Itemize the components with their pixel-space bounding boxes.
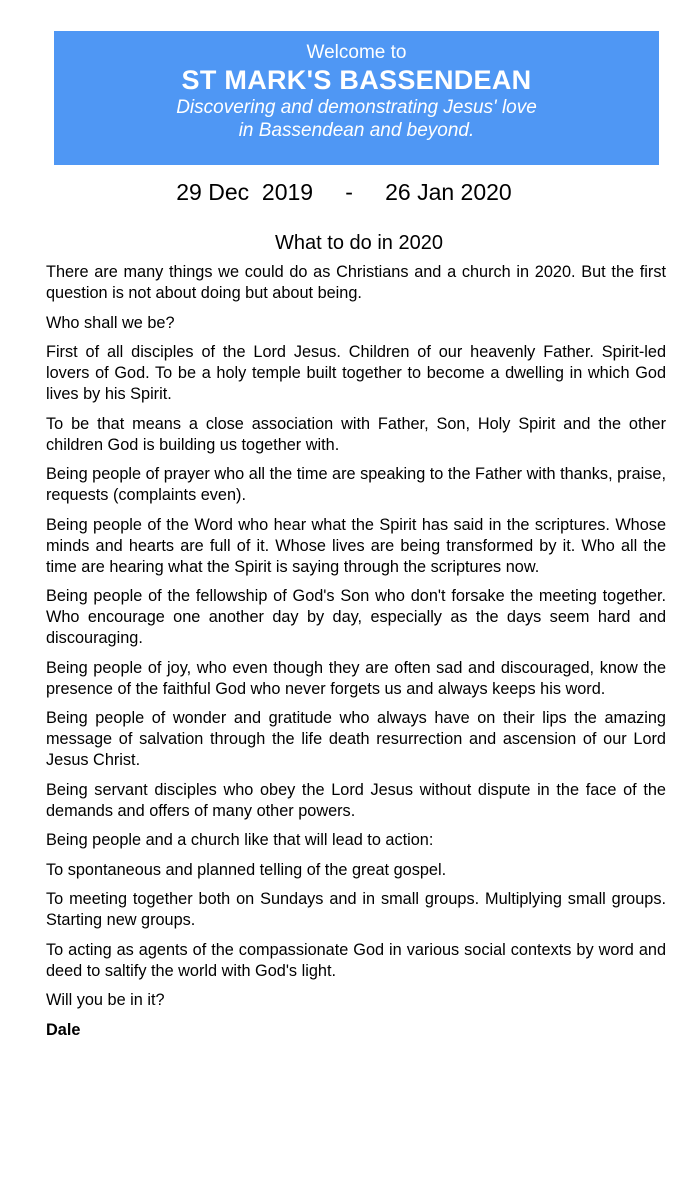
article-title: What to do in 2020: [275, 232, 443, 254]
article-paragraph: To meeting together both on Sundays and in small groups. Multiplying small groups. Starting new groups.: [46, 890, 666, 929]
article-paragraph: To acting as agents of the compassionate God in various social contexts by word and deed to saltify the world with God's light.: [46, 940, 666, 980]
article-paragraph: Being people of the Word who hear what the Spirit has said in the scriptures. Whose minds and hearts are full of it. Whose lives are being transformed by it. Who all the time are hearing what the Spirit is saying through the scriptures now.: [46, 515, 666, 576]
article-paragraph: Who shall we be?: [46, 313, 175, 332]
date-separator: -: [345, 179, 353, 205]
article-paragraph: There are many things we could do as Christians and a church in 2020. But the first question is not about doing but about being.: [46, 263, 666, 302]
signature: Dale: [46, 1020, 81, 1039]
church-name: ST MARK'S BASSENDEAN: [181, 65, 532, 95]
article-paragraph: Being people of joy, who even though they are often sad and discouraged, know the presence of the faithful God who never forgets us and always keeps his word.: [46, 658, 666, 698]
article-paragraph: Being people of the fellowship of God's Son who don't forsake the meeting together. Who encourage one another day by day, especially as the days seem hard and discouraging.: [46, 587, 666, 647]
article-paragraph: Being people of prayer who all the time are speaking to the Father with thanks, praise, requests (complaints even).: [46, 465, 666, 504]
end-date: 26 Jan 2020: [385, 179, 512, 205]
article-paragraph: Being people and a church like that will lead to action:: [46, 831, 434, 849]
article-paragraph: To be that means a close association with Father, Son, Holy Spirit and the other children God is building us together with.: [46, 414, 666, 454]
start-date: 29 Dec 2019: [176, 179, 314, 205]
banner-welcome: Welcome to: [306, 42, 407, 63]
article-paragraph: To spontaneous and planned telling of the great gospel.: [46, 860, 447, 879]
article-paragraph: Will you be in it?: [46, 991, 165, 1009]
tagline-line-1: Discovering and demonstrating Jesus' love: [176, 97, 537, 118]
article-paragraph: Being people of wonder and gratitude who always have on their lips the amazing message of salvation through the life death resurrection and ascension of our Lord Jesus Christ.: [46, 709, 666, 769]
date-range: [0, 176, 688, 208]
tagline-line-2: in Bassendean and beyond.: [238, 120, 475, 141]
article-body: [46, 262, 666, 1049]
article-paragraph: Being servant disciples who obey the Lord Jesus without dispute in the face of the demands and offers of many other powers.: [46, 780, 666, 820]
article-paragraph: First of all disciples of the Lord Jesus. Children of our heavenly Father. Spirit-led lovers of God. To be a holy temple built together to become a dwelling in which God lives by his Spirit.: [46, 343, 666, 403]
welcome-banner: [54, 31, 659, 165]
